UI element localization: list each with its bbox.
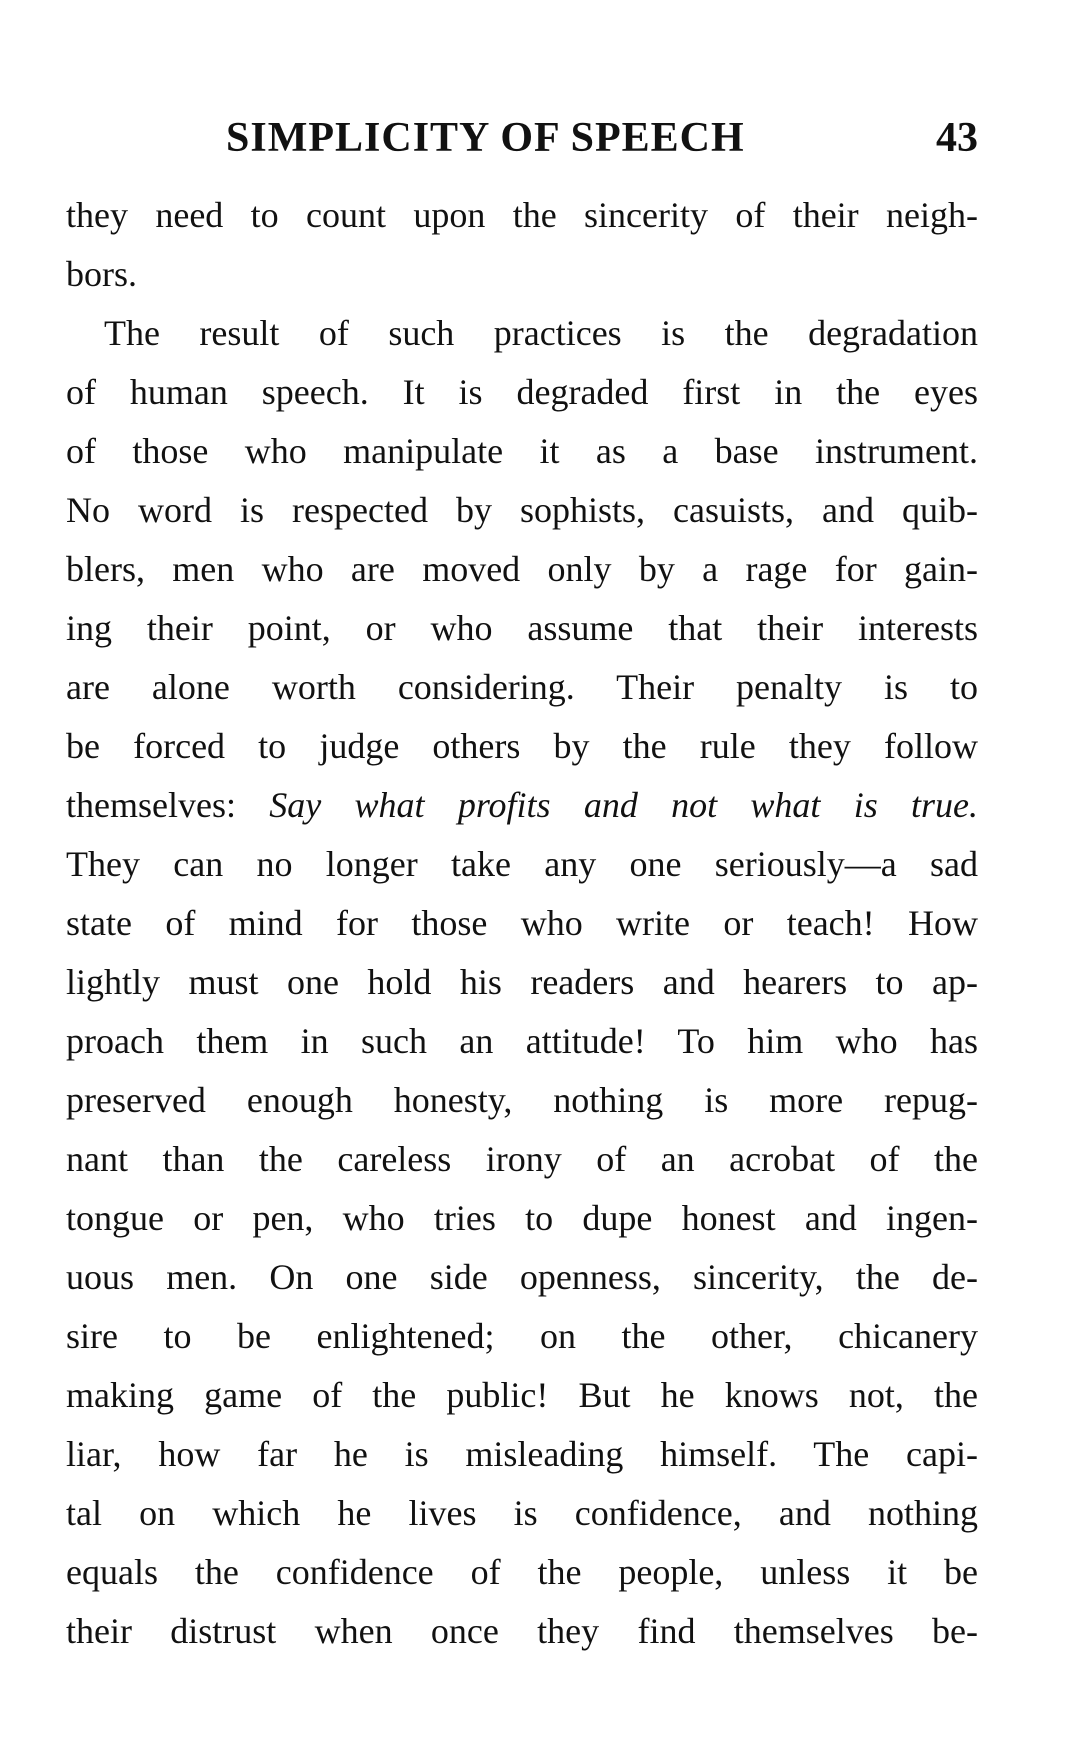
text-line-with-italic [66,776,978,835]
text-line: equals the confidence of the people, unless it be [66,1552,978,1592]
text-line: lightly must one hold his readers and hearers to ap- [66,962,978,1002]
text-line: be forced to judge others by the rule they follow [66,726,978,766]
text-line: tal on which he lives is confidence, and nothing [66,1493,978,1533]
text-line: No word is respected by sophists, casuists, and quib- [66,490,978,530]
text-line: bors. [66,254,137,294]
text-line: making game of the public! But he knows not, the [66,1375,978,1415]
text-line: they need to count upon the sincerity of their neigh- [66,195,978,235]
text-line: proach them in such an attitude! To him who has [66,1021,978,1061]
text-line: tongue or pen, who tries to dupe honest and ingen- [66,1198,978,1238]
text-line: They can no longer take any one seriously—a sad [66,844,978,884]
text-line: blers, men who are moved only by a rage for gain- [66,549,978,589]
text-line: liar, how far he is misleading himself. The capi- [66,1434,978,1474]
body-text [66,186,978,1661]
italic-quote: Say what profits and not what is true. [269,785,978,825]
text-line: preserved enough honesty, nothing is more repug- [66,1080,978,1120]
text-line: their distrust when once they find themselves be- [66,1611,978,1651]
page-number: 43 [936,115,978,161]
text-line: state of mind for those who write or teach! How [66,903,978,943]
text-line: sire to be enlightened; on the other, chicanery [66,1316,978,1356]
running-head [66,108,978,168]
text-line: nant than the careless irony of an acrobat of the [66,1139,978,1179]
text-line: of human speech. It is degraded first in the eyes [66,372,978,412]
text-line-start: themselves: [66,785,270,825]
text-line: uous men. On one side openness, sincerity, the de- [66,1257,978,1297]
text-line: are alone worth considering. Their penalty is to [66,667,978,707]
text-line: ing their point, or who assume that their interests [66,608,978,648]
text-line: The result of such practices is the degradation [104,313,978,353]
running-title: SIMPLICITY OF SPEECH [226,115,745,161]
text-line: of those who manipulate it as a base instrument. [66,431,978,471]
